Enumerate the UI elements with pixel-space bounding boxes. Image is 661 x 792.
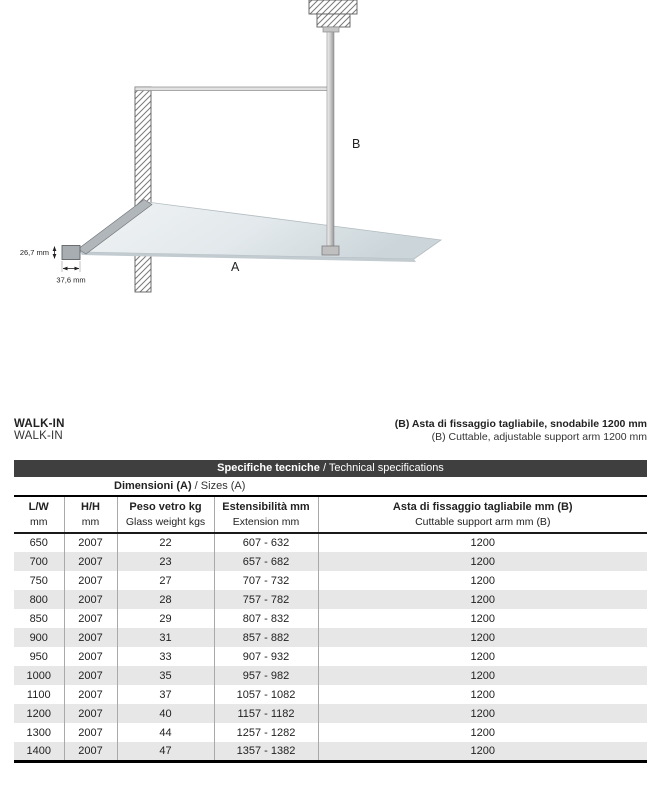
table-subtitle-it: Dimensioni (A) [114, 480, 192, 492]
cell-glass-weight: 47 [117, 742, 214, 761]
table-row [14, 685, 647, 704]
table-row [14, 628, 647, 647]
table-subtitle-row [14, 477, 647, 496]
label-glass-width-a: A [231, 260, 240, 274]
ceiling-mount [309, 0, 357, 32]
col-header-line1: Asta di fissaggio tagliabile mm (B) [392, 501, 573, 513]
cell-support-arm: 1200 [318, 590, 647, 609]
dim-profile-width [62, 261, 80, 272]
cell-hh: 2007 [64, 609, 117, 628]
col-header-line2: Glass weight kgs [125, 516, 206, 528]
cell-support-arm: 1200 [470, 537, 495, 549]
cell-lw: 1400 [14, 742, 64, 761]
support-arm-note-it: (B) Asta di fissaggio tagliabile, snodabile 1200 mm [394, 418, 647, 430]
support-rod [327, 32, 334, 246]
cell-lw: 800 [14, 590, 64, 609]
technical-drawing [0, 0, 661, 300]
dim-profile-width-label: 37,6 mm [56, 275, 86, 285]
cell-extension: 607 - 632 [214, 533, 318, 552]
wall-profile-section [62, 246, 80, 260]
col-header-line1: L/W [28, 501, 49, 513]
cell-support-arm: 1200 [318, 666, 647, 685]
cell-lw: 750 [14, 571, 64, 590]
cell-glass-weight: 35 [117, 666, 214, 685]
rod-foot [322, 246, 339, 255]
support-arm-note-en: (B) Cuttable, adjustable support arm 1200 mm [431, 431, 647, 443]
col-header-extension [214, 496, 318, 533]
cell-hh: 2007 [64, 685, 117, 704]
cell-glass-weight: 40 [117, 704, 214, 723]
cell-glass-weight: 37 [117, 685, 214, 704]
spec-table [14, 460, 647, 763]
col-header-line1: Peso vetro kg [129, 501, 202, 513]
table-row [14, 647, 647, 666]
cell-glass-weight: 22 [117, 533, 214, 552]
cell-support-arm: 1200 [470, 650, 495, 663]
cell-extension: 907 - 932 [214, 647, 318, 666]
col-header-hh [64, 496, 117, 533]
table-row [14, 571, 647, 590]
product-name [14, 418, 65, 442]
col-header-line2: mm [30, 516, 48, 528]
cell-glass-weight: 27 [117, 571, 214, 590]
cell-extension: 807 - 832 [214, 609, 318, 628]
cell-extension: 657 - 682 [214, 552, 318, 571]
cell-glass-weight: 31 [117, 628, 214, 647]
cell-lw: 1100 [14, 685, 64, 704]
cell-hh: 2007 [64, 552, 117, 571]
cell-glass-weight: 29 [117, 609, 214, 628]
wall-to-rod-bar [135, 87, 331, 91]
cell-support-arm: 1200 [470, 612, 495, 625]
col-header-line1: H/H [81, 501, 100, 513]
table-row [14, 609, 647, 628]
cell-extension: 1157 - 1182 [214, 704, 318, 723]
cell-extension: 707 - 732 [214, 571, 318, 590]
wall-hatch [135, 87, 151, 292]
cell-support-arm: 1200 [318, 704, 647, 723]
table-row [14, 552, 647, 571]
cell-lw: 850 [14, 609, 64, 628]
table-column-headers [14, 496, 647, 533]
cell-support-arm: 1200 [470, 574, 495, 587]
table-row [14, 742, 647, 761]
table-title [14, 460, 647, 477]
cell-support-arm: 1200 [318, 742, 647, 761]
cell-support-arm: 1200 [470, 726, 495, 739]
cell-hh: 2007 [64, 628, 117, 647]
cell-glass-weight: 44 [117, 723, 214, 742]
cell-support-arm: 1200 [318, 628, 647, 647]
table-title-en: / Technical specifications [319, 462, 444, 474]
cell-extension: 1057 - 1082 [214, 685, 318, 704]
label-support-rod-b: B [352, 137, 361, 151]
cell-support-arm: 1200 [318, 552, 647, 571]
product-name-it: WALK-IN [14, 418, 65, 430]
table-subtitle-en: / Sizes (A) [191, 480, 246, 492]
table-row [14, 590, 647, 609]
cell-hh: 2007 [64, 666, 117, 685]
table-title-bar [14, 460, 647, 477]
cell-lw: 700 [14, 552, 64, 571]
cell-lw: 1300 [14, 723, 64, 742]
col-header-support-arm [318, 496, 647, 533]
cell-support-arm: 1200 [470, 688, 495, 701]
product-name-en: WALK-IN [14, 430, 63, 442]
col-header-line2: Cuttable support arm mm (B) [415, 516, 551, 528]
col-header-line2: Extension mm [232, 516, 300, 528]
col-header-line1: Estensibilità mm [222, 501, 310, 513]
cell-extension: 1357 - 1382 [214, 742, 318, 761]
support-arm-note [395, 418, 647, 444]
cell-glass-weight: 33 [117, 647, 214, 666]
col-header-lw [14, 496, 64, 533]
table-row [14, 533, 647, 552]
caption-row [0, 418, 661, 444]
cell-lw: 900 [14, 628, 64, 647]
table-row [14, 704, 647, 723]
cell-hh: 2007 [64, 533, 117, 552]
table-title-it: Specifiche tecniche [217, 462, 320, 474]
table-subtitle [14, 477, 647, 496]
cell-extension: 1257 - 1282 [214, 723, 318, 742]
cell-extension: 857 - 882 [214, 628, 318, 647]
table-row [14, 723, 647, 742]
cell-lw: 1000 [14, 666, 64, 685]
cell-hh: 2007 [64, 742, 117, 761]
dim-profile-height-label: 26,7 mm [19, 248, 49, 257]
cell-hh: 2007 [64, 571, 117, 590]
table-row [14, 666, 647, 685]
cell-lw: 950 [14, 647, 64, 666]
cell-lw: 1200 [14, 704, 64, 723]
cell-hh: 2007 [64, 647, 117, 666]
cell-extension: 757 - 782 [214, 590, 318, 609]
cell-hh: 2007 [64, 590, 117, 609]
cell-hh: 2007 [64, 704, 117, 723]
cell-lw: 650 [14, 533, 64, 552]
cell-glass-weight: 23 [117, 552, 214, 571]
cell-glass-weight: 28 [117, 590, 214, 609]
cell-hh: 2007 [64, 723, 117, 742]
col-header-glass-weight [117, 496, 214, 533]
cell-extension: 957 - 982 [214, 666, 318, 685]
col-header-line2: mm [81, 516, 100, 528]
